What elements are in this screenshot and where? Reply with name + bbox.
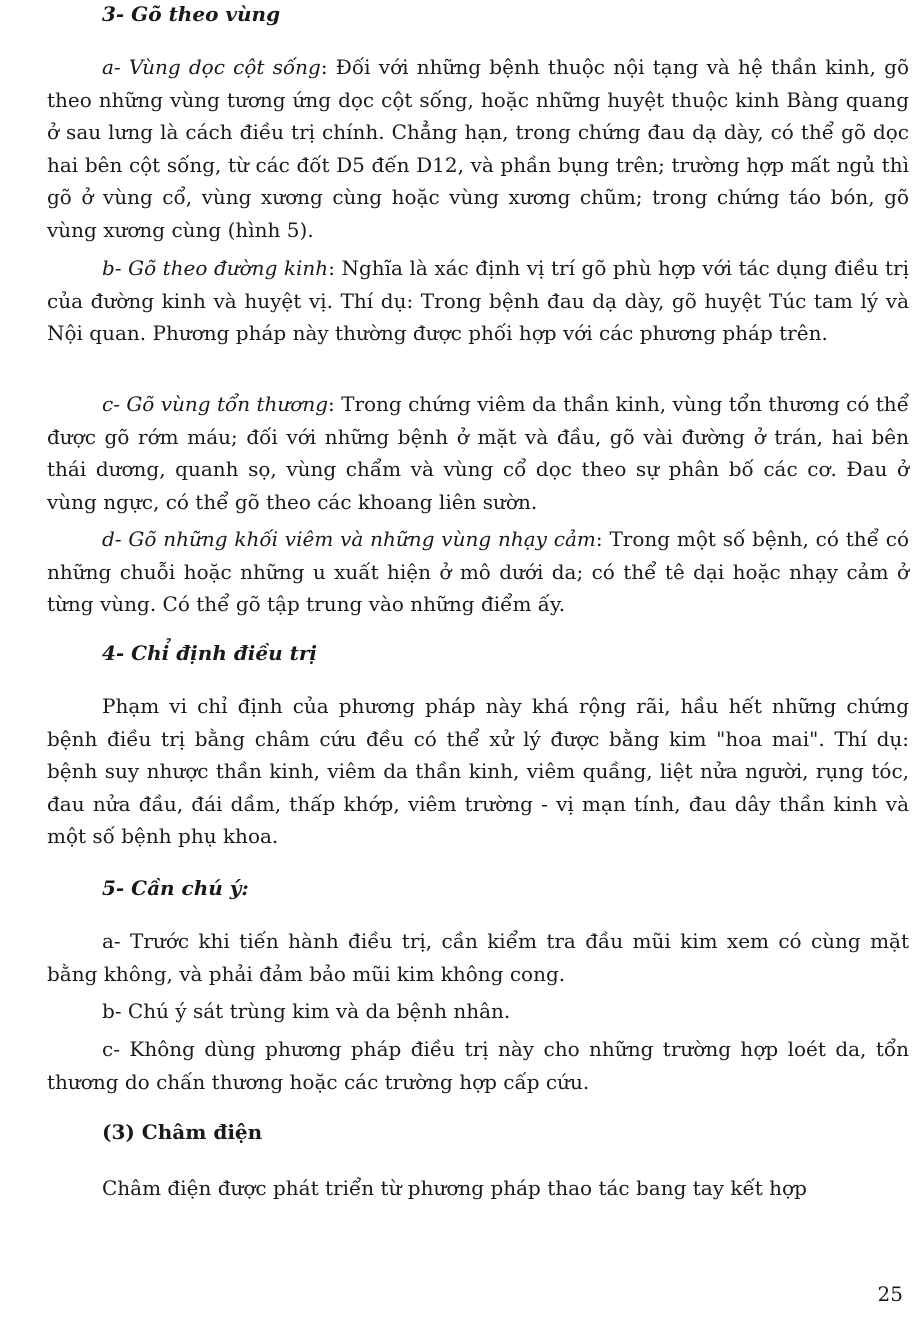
section-heading-3: 3- Gõ theo vùng xyxy=(102,2,281,26)
paragraph-5b: b- Chú ý sát trùng kim và da bệnh nhân. xyxy=(102,999,511,1023)
paragraph-3d-text: : Trong một số bệnh, có thể có những chuỗi hoặc những u xuất hiện ở mô dưới da; có thể tê dại hoặc nhạy cảm ở từng vùng. Có thể gõ tập trung vào những điểm ấy. xyxy=(47,527,909,617)
paragraph-3b-term: b- Gõ theo đường kinh xyxy=(102,256,329,280)
paragraph-4: Phạm vi chỉ định của phương pháp này khá rộng rãi, hầu hết những chứng bệnh điều trị bằng châm cứu đều có thể xử lý được bằng kim "hoa mai". Thí dụ: bệnh suy nhược thần kinh, viêm da thần kinh, viêm quầng, liệt nửa người, rụng tóc, đau nửa đầu, đái dầm, thấp khớp, viêm trường - vị mạn tính, đau dây thần kinh và một số bệnh phụ khoa. xyxy=(47,694,909,849)
section-heading-5: 5- Cần chú ý: xyxy=(102,876,249,900)
document-page xyxy=(47,0,909,1321)
paragraph-3b-text: : Nghĩa là xác định vị trí gõ phù hợp với tác dụng điều trị của đường kinh và huyệt vị. Thí dụ: Trong bệnh đau dạ dày, gõ huyệt Túc tam lý và Nội quan. Phương pháp này thường được phối hợp với các phương pháp trên. xyxy=(47,256,909,346)
paragraph-3c xyxy=(47,388,909,518)
paragraph-3c-term: c- Gõ vùng tổn thương xyxy=(102,392,328,416)
page-number: 25 xyxy=(877,1282,903,1306)
paragraph-3a-text: : Đối với những bệnh thuộc nội tạng và hệ thần kinh, gõ theo những vùng tương ứng dọc cột sống, hoặc những huyệt thuộc kinh Bàng quang ở sau lưng là cách điều trị chính. Chẳng hạn, trong chứng đau dạ dày, có thể gõ dọc hai bên cột sống, từ các đốt D5 đến D12, và phần bụng trên; trường hợp mất ngủ thì gõ ở vùng cổ, vùng xương cùng hoặc vùng xương chũm; trong chứng táo bón, gõ vùng xương cùng (hình 5). xyxy=(47,55,909,242)
paragraph-5c: c- Không dùng phương pháp điều trị này cho những trường hợp loét da, tổn thương do chấn thương hoặc các trường hợp cấp cứu. xyxy=(47,1037,909,1094)
paragraph-3c-text: : Trong chứng viêm da thần kinh, vùng tổn thương có thể được gõ rớm máu; đối với những bệnh ở mặt và đầu, gõ vài đường ở trán, hai bên thái dương, quanh sọ, vùng chẩm và vùng cổ dọc theo sự phân bố các cơ. Đau ở vùng ngực, có thể gõ theo các khoang liên sườn. xyxy=(47,392,909,514)
paragraph-3a-term: a- Vùng dọc cột sống xyxy=(102,55,321,79)
paragraph-3b xyxy=(47,252,909,350)
paragraph-3a xyxy=(47,51,909,247)
section-heading-4: 4- Chỉ định điều trị xyxy=(102,641,318,665)
paragraph-3d xyxy=(47,523,909,621)
section-heading-6: (3) Châm điện xyxy=(102,1120,263,1144)
paragraph-3d-term: d- Gõ những khối viêm và những vùng nhạy cảm xyxy=(102,527,596,551)
paragraph-6: Châm điện được phát triển từ phương pháp thao tác bang tay kết hợp xyxy=(102,1176,807,1200)
paragraph-5a: a- Trước khi tiến hành điều trị, cần kiểm tra đầu mũi kim xem có cùng mặt bằng không, và phải đảm bảo mũi kim không cong. xyxy=(47,929,909,986)
